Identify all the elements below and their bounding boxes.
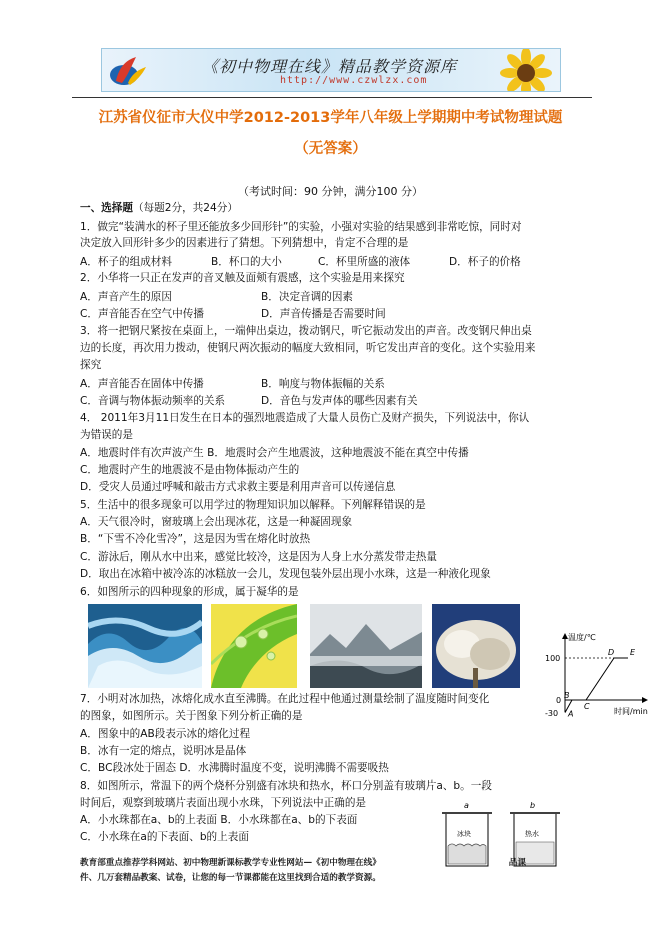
dew-leaf-photo (211, 604, 297, 688)
question-text: 时间后，观察到玻璃片表面出现小水珠，下列说法中正确的是 (80, 797, 367, 809)
footer-line1-end: 品课 (508, 858, 526, 868)
q5-option-c: C．游泳后，刚从水中出来，感觉比较冷，这是因为人身上水分蒸发带走热量 (80, 551, 437, 563)
question-text: 为错误的是 (80, 429, 133, 441)
q8-options-ab: A．小水珠都在a、b的上表面 B．小水珠都在a、b的下表面 (80, 814, 358, 826)
question-text: 的图象，如图所示。关于图象下列分析正确的是 (80, 710, 303, 722)
q4-option-c: C．地震时产生的地震波不是由物体振动产生的 (80, 464, 300, 476)
sunflower-icon (496, 48, 556, 92)
section-note: （每题2分，共24分） (132, 202, 238, 214)
q8-option-c: C．小水珠在a的下表面、b的上表面 (80, 831, 249, 843)
footer (80, 856, 660, 886)
tick-100: 100 (545, 654, 561, 663)
question-text: 3．将一把钢尺紧按在桌面上，一端伸出桌边，拨动钢尺，听它振动发出的声音。改变钢尺伸出桌 (80, 325, 532, 337)
exam-info: （考试时间：90 分钟，满分100 分） (238, 185, 423, 198)
q2-option-c: C．声音能否在空气中传播 (80, 308, 204, 320)
footer-line2: 件、几万套精品教案、试卷，让您的每一节课都能在这里找到合适的教学资源。 (80, 873, 381, 883)
footer-line1: 教育部重点推荐学科网站、初中物理新课标教学专业性网站—《初中物理在线》 (80, 858, 381, 868)
point-label-b: B (564, 691, 570, 700)
page-title: 江苏省仪征市大仪中学2012-2013学年八年级上学期期中考试物理试题 (98, 110, 563, 126)
q5-option-d: D．取出在冰箱中被冷冻的冰糕放一会儿，发现包装外层出现小水珠，这是一种液化现象 (80, 568, 491, 580)
question-text: 4． 2011年3月11日发生在日本的强烈地震造成了大量人员伤亡及财产损失，下列说法中，你认 (80, 412, 530, 424)
frost-tree-photo (432, 604, 520, 688)
x-axis-arrow-icon (642, 697, 648, 703)
point-label-e: E (630, 648, 636, 657)
point-label-c: C (584, 702, 590, 711)
question-text: 1．做完“装满水的杯子里还能放多少回形针”的实验，小强对实验的结果感到非常吃惊，同时对 (80, 221, 522, 233)
question-text: 决定放入回形针多少的因素进行了猜想。下列猜想中，肯定不合理的是 (80, 237, 409, 249)
ice-label: 冰块 (457, 830, 471, 838)
graph-xlabel: 时间/min (614, 707, 648, 716)
point-label-a: A (568, 709, 574, 719)
question-text: 8．如图所示，常温下的两个烧杯分别盛有冰块和热水，杯口分别盖有玻璃片a、b。一段 (80, 780, 492, 792)
question-text: 6．如图所示的四种现象的形成，属于凝华的是 (80, 586, 299, 598)
question-text: 5．生活中的很多现象可以用学过的物理知识加以解释。下列解释错误的是 (80, 499, 426, 511)
mist-mountain-photo (310, 604, 422, 688)
q7-option-b: B．冰有一定的熔点，说明冰是晶体 (80, 745, 247, 757)
q1-option-b: B．杯口的大小 (211, 256, 282, 268)
header-rule (72, 97, 592, 98)
q1-option-d: D．杯子的价格 (449, 256, 521, 268)
q3-option-a: A．声音能否在固体中传播 (80, 378, 204, 390)
section-heading (80, 201, 238, 215)
section-title: 一、选择题 (80, 202, 133, 214)
point-label-d: D (608, 648, 615, 657)
graph-ylabel: 温度/℃ (568, 633, 596, 642)
q1-option-a: A．杯子的组成材料 (80, 256, 172, 268)
tick-0: 0 (556, 696, 562, 705)
frozen-waterfall-photo (88, 604, 202, 688)
q4-options-ab: A．地震时伴有次声波产生 B．地震时会产生地震波，这种地震波不能在真空中传播 (80, 447, 469, 459)
site-logo-icon (106, 53, 148, 89)
temperature-time-graph (540, 630, 658, 720)
q4-option-d: D．受灾人员通过呼喊和敲击方式求救主要是利用声音可以传递信息 (80, 481, 396, 493)
hot-water-label: 热水 (525, 830, 539, 838)
q2-option-a: A．声音产生的原因 (80, 291, 172, 303)
q3-option-d: D．音色与发声体的哪些因素有关 (261, 395, 418, 407)
q5-option-b: B．“下雪不冷化雪冷”，这是因为雪在熔化时放热 (80, 533, 311, 545)
question-text: 边的长度，再次用力拨动，使钢尺两次振动的幅度大致相同，听它发出声音的变化。这个实验用来 (80, 342, 536, 354)
tick-minus30: -30 (545, 709, 559, 718)
q7-options-cd: C．BC段冰处于固态 D．水沸腾时温度不变，说明沸腾不需要吸热 (80, 762, 389, 774)
question-text: 探究 (80, 359, 102, 371)
q3-option-c: C．音调与物体振动频率的关系 (80, 395, 226, 407)
question-text: 7．小明对冰加热，冰熔化成水直至沸腾。在此过程中他通过测量绘制了温度随时间变化 (80, 693, 490, 705)
page-subtitle: （无答案） (294, 141, 367, 157)
glass-a-label: a (464, 801, 469, 810)
banner-title: 《初中物理在线》精品教学资源库 (202, 57, 458, 76)
q1-option-c: C．杯里所盛的液体 (318, 256, 411, 268)
site-banner (101, 48, 561, 92)
glass-b-label: b (530, 801, 536, 810)
question-text: 2．小华将一只正在发声的音叉触及面颊有震感，这个实验是用来探究 (80, 272, 405, 284)
q5-option-a: A．天气很冷时，窗玻璃上会出现冰花，这是一种凝固现象 (80, 516, 353, 528)
q2-option-b: B．决定音调的因素 (261, 291, 354, 303)
q3-option-b: B．响度与物体振幅的关系 (261, 378, 385, 390)
q7-option-a: A．图象中的AB段表示冰的熔化过程 (80, 728, 251, 740)
q2-option-d: D．声音传播是否需要时间 (261, 308, 386, 320)
banner-url[interactable]: http://www.czwlzx.com (280, 75, 428, 86)
temperature-line (565, 658, 628, 713)
